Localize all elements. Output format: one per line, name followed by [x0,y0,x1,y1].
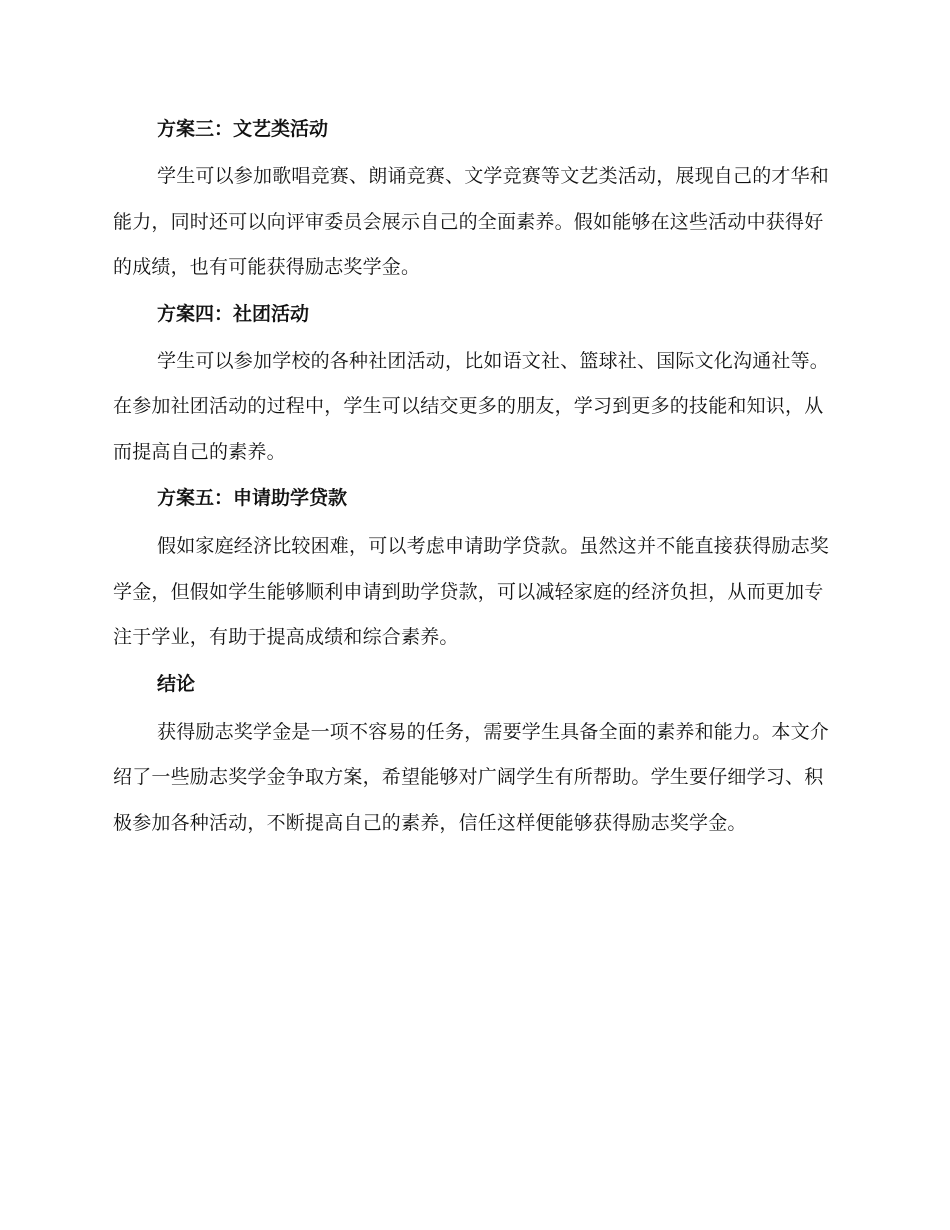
section-heading-plan-five: 方案五：申请助学贷款 [157,487,348,509]
section-heading-plan-three: 方案三：文艺类活动 [157,118,329,140]
document-body [113,112,833,846]
section-paragraph-conclusion: 获得励志奖学金是一项不容易的任务，需要学生具备全面的素养和能力。本文介绍了一些励志奖学金争取方案，希望能够对广阔学生有所帮助。学生要仔细学习、积极参加各种活动，不断提高自己的素养，信任这样便能够获得励志奖学金。 [113,720,830,834]
section-heading-conclusion: 结论 [157,672,196,695]
section-paragraph-plan-four: 学生可以参加学校的各种社团活动，比如语文社、篮球社、国际文化沟通社等。在参加社团活动的过程中，学生可以结交更多的朋友，学习到更多的技能和知识，从而提高自己的素养。 [113,349,830,463]
section-paragraph-plan-three: 学生可以参加歌唱竞赛、朗诵竞赛、文学竞赛等文艺类活动，展现自己的才华和能力，同时还可以向评审委员会展示自己的全面素养。假如能够在这些活动中获得好的成绩，也有可能获得励志奖学金。 [113,165,830,278]
section-paragraph-plan-five: 假如家庭经济比较困难，可以考虑申请助学贷款。虽然这并不能直接获得励志奖学金，但假如学生能够顺利申请到助学贷款，可以减轻家庭的经济负担，从而更加专注于学业，有助于提高成绩和综合素养。 [113,535,830,648]
section-heading-plan-four: 方案四：社团活动 [157,302,310,325]
